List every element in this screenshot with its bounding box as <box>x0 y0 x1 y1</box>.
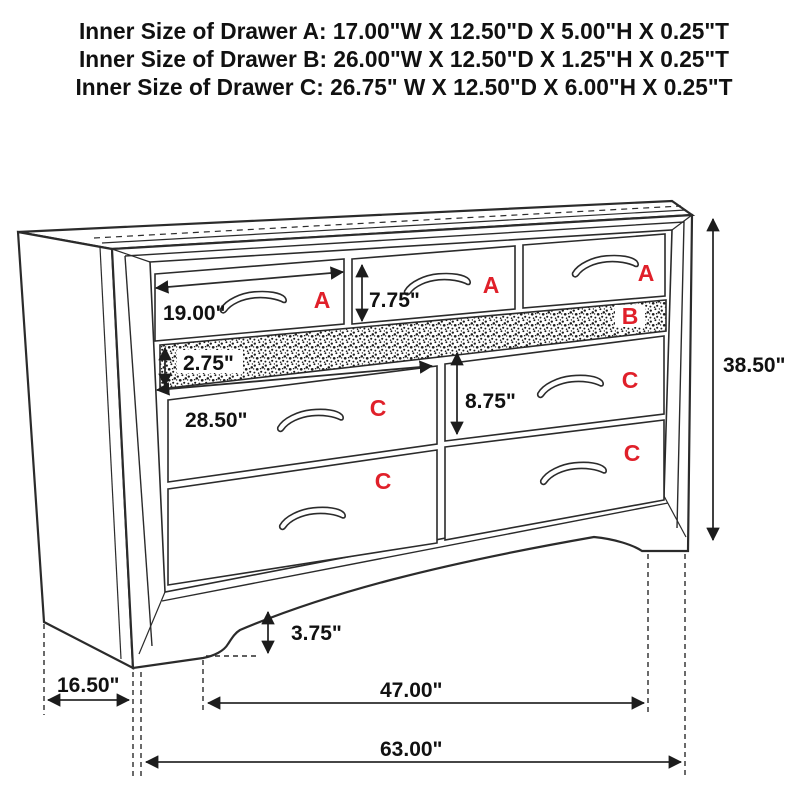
title-line-drawer-a: Inner Size of Drawer A: 17.00"W X 12.50"D X 5.00"H X 0.25"T <box>79 18 729 44</box>
dimension-value: 3.75" <box>291 622 342 645</box>
label-drawer-c-left-top: C <box>369 395 387 421</box>
label-drawer-a3: A <box>637 260 655 286</box>
dimension-foot-height <box>268 612 342 653</box>
dimension-value: 38.50" <box>723 354 786 377</box>
dimension-value: 8.75" <box>465 390 516 413</box>
label-drawer-a2: A <box>482 272 500 298</box>
dimension-overall-width <box>146 738 681 762</box>
label-drawer-c-right-top: C <box>621 367 639 393</box>
dimension-overall-height <box>713 219 786 540</box>
dimension-value: 63.00" <box>380 738 443 761</box>
dimension-value: 16.50" <box>57 674 120 697</box>
dimension-value: 2.75" <box>183 352 234 375</box>
dresser-drawing <box>18 201 692 668</box>
label-drawer-c-right-bottom: C <box>623 440 641 466</box>
dimension-side-depth <box>48 674 129 700</box>
title-line-drawer-b: Inner Size of Drawer B: 26.00"W X 12.50"D X 1.25"H X 0.25"T <box>79 46 729 72</box>
dimension-value: 28.50" <box>185 409 248 432</box>
title-block <box>76 18 733 100</box>
dimension-value: 47.00" <box>380 679 443 702</box>
dimension-value: 7.75" <box>369 289 420 312</box>
label-drawer-a1: A <box>313 287 331 313</box>
dimension-feet-span-width <box>208 679 644 703</box>
label-drawer-c-left-bottom: C <box>374 468 392 494</box>
title-line-drawer-c: Inner Size of Drawer C: 26.75" W X 12.50"D X 6.00"H X 0.25"T <box>75 74 733 100</box>
label-drawer-b: B <box>621 303 639 329</box>
dimension-value: 19.00" <box>163 302 226 325</box>
